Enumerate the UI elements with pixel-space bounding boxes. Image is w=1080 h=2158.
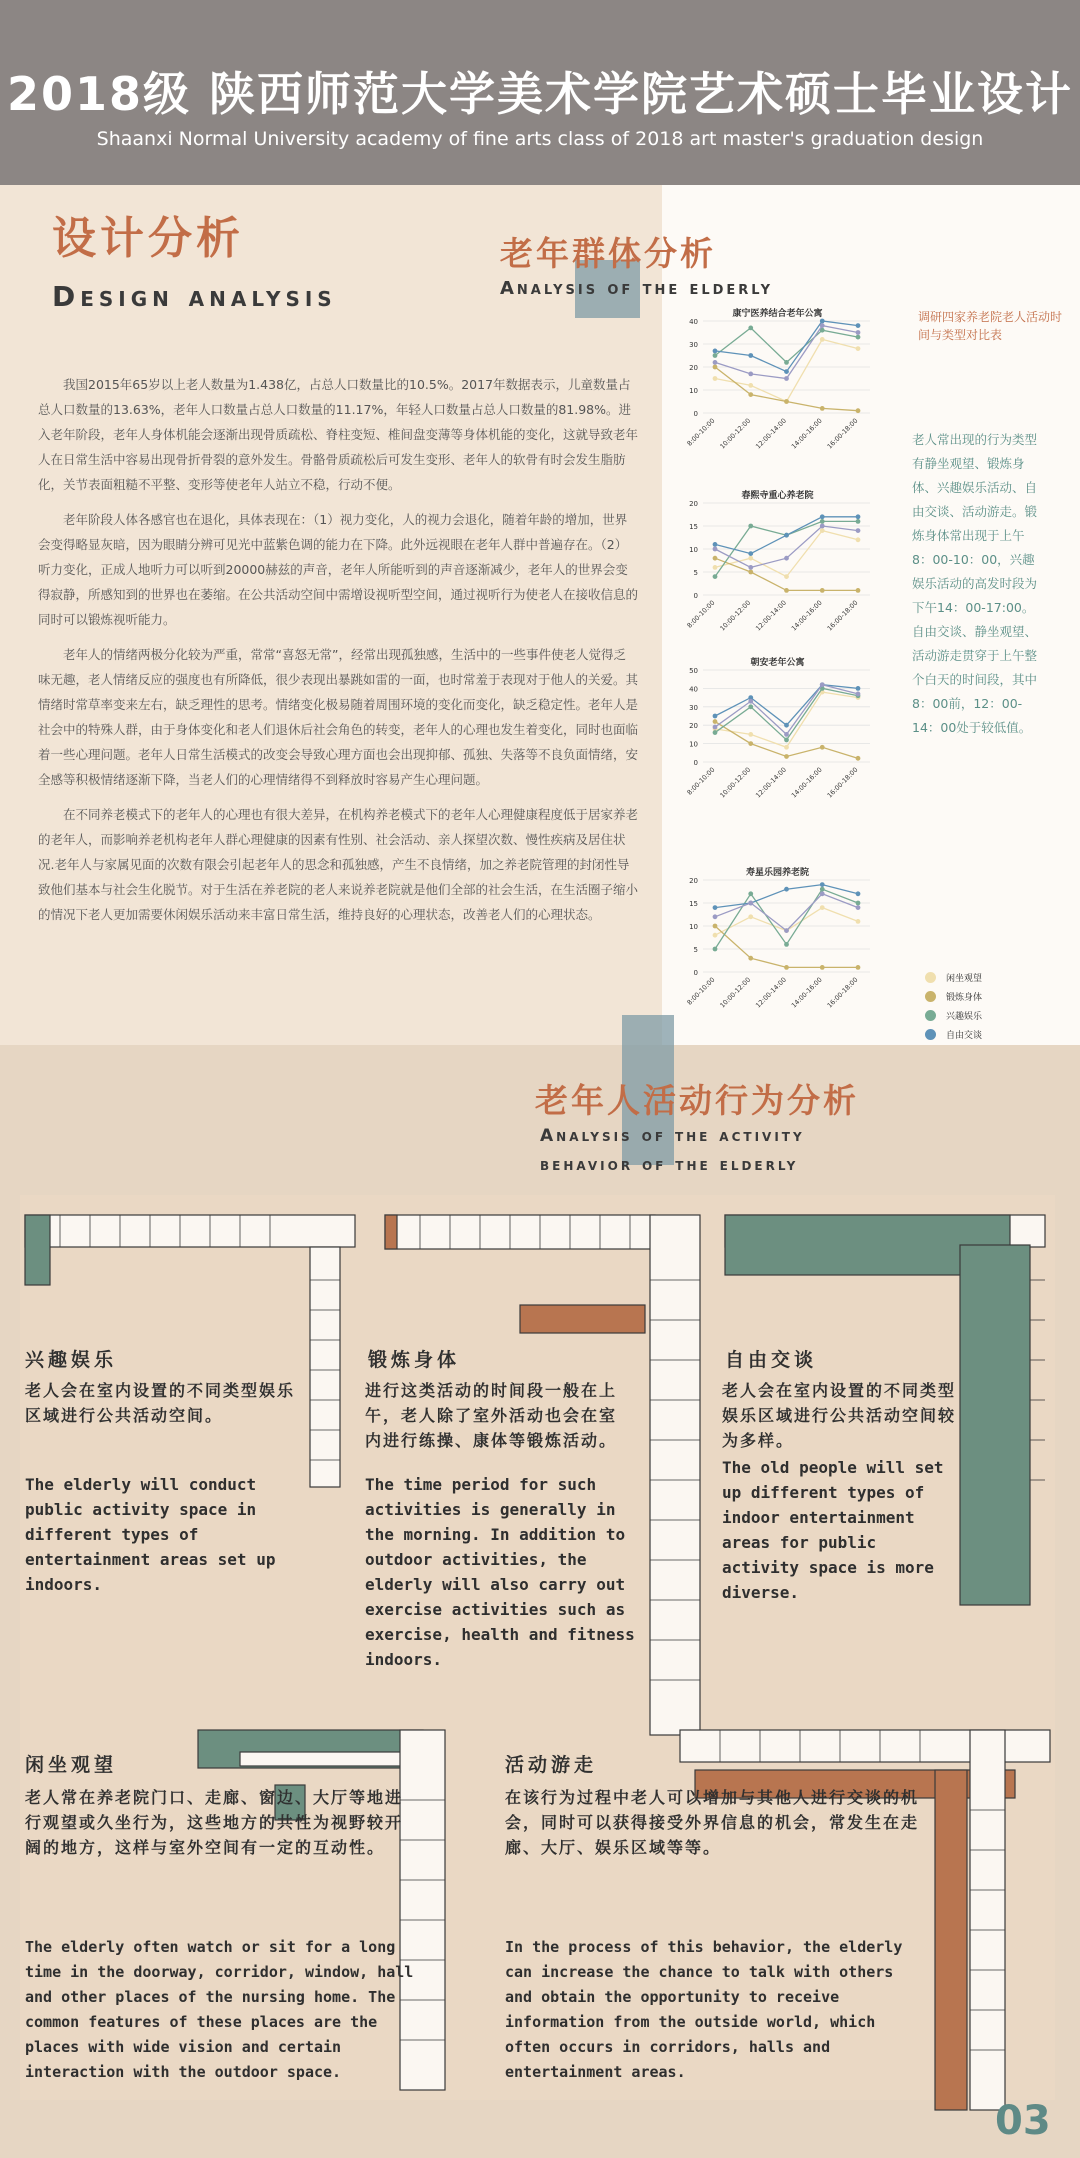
x-tick-label: 10:00-12:00 xyxy=(718,416,753,451)
elderly-title-en: Analysis of the elderly xyxy=(500,278,773,299)
y-tick-label: 20 xyxy=(689,364,698,372)
y-tick-label: 30 xyxy=(689,341,698,349)
header-title: 2018级 陕西师范大学美术学院艺术硕士毕业设计 xyxy=(6,67,1074,121)
x-tick-label: 8:00-10:00 xyxy=(685,975,717,1007)
y-tick-label: 0 xyxy=(693,410,698,418)
x-tick-label: 10:00-12:00 xyxy=(718,765,753,800)
y-tick-label: 40 xyxy=(689,318,698,326)
activity-title-exercise: 锻炼身体 xyxy=(368,1349,461,1371)
activity-desc-zh: 进行这类活动的时间段一般在上午，老人除了室外活动也会在室内进行练操、康体等锻炼活动。 xyxy=(365,1381,618,1450)
activity-desc-en: The elderly will conduct public activity space in different types of entertainment areas set up indoors. xyxy=(25,1475,276,1594)
design-title-en: Design analysis xyxy=(52,280,337,313)
x-tick-label: 10:00-12:00 xyxy=(718,975,753,1010)
activity-desc-zh: 在该行为过程中老人可以增加与其他人进行交谈的机会，同时可以获得接受外界信息的机会，常发生在走廊、大厅、娱乐区域等等。 xyxy=(505,1788,920,1857)
chart-title: 春熙寺重心养老院 xyxy=(741,491,814,501)
y-tick-label: 30 xyxy=(689,703,698,712)
x-tick-label: 12:00-14:00 xyxy=(754,598,788,633)
activity-title-zh: 老年人活动行为分析 xyxy=(535,1081,859,1120)
y-tick-label: 20 xyxy=(689,500,698,508)
y-tick-label: 0 xyxy=(693,592,698,600)
y-tick-label: 5 xyxy=(693,569,698,577)
x-tick-label: 8:00-10:00 xyxy=(685,598,717,630)
activity-title-en-2: behavior of the elderly xyxy=(540,1155,799,1175)
page-number: 03 xyxy=(995,2098,1051,2144)
paragraph: 在不同养老模式下的老年人的心理也有很大差异，在机构养老模式下的老年人心理健康程度低于居家养老的老年人，而影响养老机构老年人群心理健康的因素有性别、社会活动、亲人探望次数、慢性疾病及居住状况.老年人与家属见面的次数有限会引起老年人的思念和孤独感，产生不良情绪，加之养老院管理的封闭性导致他们基本与社会生化脱节。对于生活在养老院的老人来说养老院就是他们全部的社会生活，在生活圈子缩小的情况下老人更加需要休闲娱乐活动来丰富日常生活，维持良好的心理状态，改善老人们的心理状态。 xyxy=(38,807,639,922)
x-tick-label: 14:00-16:00 xyxy=(789,975,824,1010)
activity-desc-en: The old people will set up different types of indoor entertainment areas for public activity space is more diverse. xyxy=(722,1458,944,1602)
activity-desc-en: The elderly often watch or sit for a long time in the doorway, corridor, window, hall and other places of the nursing home. The common features of these places are the places with wide vision and certain interaction with the outdoor space. xyxy=(25,1938,414,2081)
chart-title: 康宁医养结合老年公寓 xyxy=(732,309,823,319)
behavior-summary: 老人常出现的行为类型有静坐观望、锻炼身体、兴趣娱乐活动、自由交谈、活动游走。锻炼身体常出现于上午8：00-10：00，兴趣娱乐活动的高发时段为下午14：00-17:00。自由交谈、静坐观望、活动游走贯穿于上午整个白天的时间段，其中8：00前，12：00-14：00处于较低值。 xyxy=(912,432,1038,735)
y-tick-label: 10 xyxy=(689,387,698,395)
y-tick-label: 10 xyxy=(689,546,698,554)
legend-label: 自由交谈 xyxy=(946,1031,983,1041)
chart-title: 寿星乐园养老院 xyxy=(745,868,809,878)
paragraph: 老年人的情绪两极分化较为严重，常常“喜怒无常”，经常出现孤独感，生活中的一些事件使老人觉得乏味无趣，老人情绪反应的强度也有所降低，很少表现出暴跳如雷的一面，也时常羞于表现对于他人的关爱。其情绪时常草率变来左右，缺乏理性的思考。情绪变化极易随着周围环境的变化而变化，缺乏稳定性。老年人是社会中的特殊人群，由于身体变化和老人们退休后社会角色的转变，老年人的心理也发生着变化，同时也面临着一些心理问题。老年人日常生活模式的改变会导致心理方面也会出现抑郁、孤独、失落等不良负面情绪，安全感等积极情绪逐渐下降，当老人们的心理情绪得不到释放时容易产生心理问题。 xyxy=(38,647,639,787)
y-tick-label: 20 xyxy=(689,722,698,731)
x-tick-label: 14:00-16:00 xyxy=(789,765,824,800)
activity-title-watching: 闲坐观望 xyxy=(25,1754,118,1776)
activity-desc-en: In the process of this behavior, the elderly can increase the chance to talk with others and obtain the opportunity to receive information from the outside world, which often occurs in corridors, halls and entertainment areas. xyxy=(505,1938,903,2081)
design-title-zh: 设计分析 xyxy=(52,213,244,264)
paragraph: 我国2015年65岁以上老人数量为1.438亿，占总人口数量比的10.5%。2017年数据表示，儿童数量占总人口数量的13.63%，老年人口数量占总人口数量的11.17%，年轻人口数量占总人口数量的81.98%。进入老年阶段，老年人身体机能会逐渐出现骨质疏松、脊柱变短、椎间盘变薄等身体机能的变化，这就导致老年人在日常生活中容易出现骨折骨裂的意外发生。骨骼骨质疏松后可发生变形、老年人的软骨有时会发生脂肪化，关节表面粗糙不平整、变形等使老年人站立不稳，行动不便。 xyxy=(38,377,639,492)
legend-label: 锻炼身体 xyxy=(946,993,983,1003)
y-tick-label: 50 xyxy=(689,667,698,675)
y-tick-label: 5 xyxy=(693,946,698,954)
activity-desc-zh: 老人会在室内设置的不同类型娱乐区域进行公共活动空间。 xyxy=(25,1381,296,1425)
x-tick-label: 8:00-10:00 xyxy=(685,416,717,448)
x-tick-label: 12:00-14:00 xyxy=(754,975,788,1010)
x-tick-label: 16:00-18:00 xyxy=(825,598,860,633)
y-tick-label: 20 xyxy=(689,877,698,885)
y-tick-label: 0 xyxy=(693,759,698,767)
header-subtitle: Shaanxi Normal University academy of fine arts class of 2018 art master's graduation design xyxy=(96,128,984,150)
chart-title: 朝安老年公寓 xyxy=(750,658,805,668)
paragraph: 老年阶段人体各感官也在退化，具体表现在：（1）视力变化，人的视力会退化，随着年龄的增加，世界会变得略显灰暗，因为眼睛分辨可见光中蓝紫色调的能力在下降。此外远视眼在老年人群中普遍存在。（2）听力变化，正成人地听力可以听到20000赫兹的声音，老年人所能听到的声音逐渐减少，老年人的世界会变得寂静，所感知到的世界也在萎缩。在公共活动空间中需增设视听型空间，通过视听行为使老人在接收信息的同时可以锻炼视听能力。 xyxy=(38,512,639,627)
activity-desc-en: The time period for such activities is generally in the morning. In addition to outdoor activities, the elderly will also carry out exercise activities such as exercise, health and fitness indoors. xyxy=(365,1475,635,1669)
x-tick-label: 10:00-12:00 xyxy=(718,598,753,633)
x-tick-label: 14:00-16:00 xyxy=(789,598,824,633)
x-tick-label: 8:00-10:00 xyxy=(685,765,717,797)
y-tick-label: 15 xyxy=(689,523,698,531)
activity-desc-zh: 老人会在室内设置的不同类型娱乐区域进行公共活动空间较为多样。 xyxy=(722,1381,957,1450)
legend-label: 闲坐观望 xyxy=(946,974,983,984)
y-tick-label: 10 xyxy=(689,923,698,931)
y-tick-label: 10 xyxy=(689,740,698,749)
legend-label: 兴趣娱乐 xyxy=(946,1012,983,1022)
elderly-title-zh: 老年群体分析 xyxy=(500,234,716,273)
activity-title-en-1: Analysis of the activity xyxy=(540,1126,805,1146)
activity-title-entertainment: 兴趣娱乐 xyxy=(25,1349,118,1371)
y-tick-label: 0 xyxy=(693,969,698,977)
x-tick-label: 16:00-18:00 xyxy=(825,975,860,1010)
x-tick-label: 12:00-14:00 xyxy=(754,416,788,451)
x-tick-label: 12:00-14:00 xyxy=(754,765,788,800)
x-tick-label: 16:00-18:00 xyxy=(825,765,860,800)
x-tick-label: 16:00-18:00 xyxy=(825,416,860,451)
y-tick-label: 15 xyxy=(689,900,698,908)
activity-desc-zh: 老人常在养老院门口、走廊、窗边、大厅等地进行观望或久坐行为，这些地方的共性为视野较开阔的地方，这样与室外空间有一定的互动性。 xyxy=(25,1788,404,1857)
activity-title-chat: 自由交谈 xyxy=(725,1349,818,1371)
x-tick-label: 14:00-16:00 xyxy=(789,416,824,451)
y-tick-label: 40 xyxy=(689,685,698,694)
activity-title-walking: 活动游走 xyxy=(505,1754,598,1776)
survey-note: 调研四家养老院老人活动时间与类型对比表 xyxy=(918,310,1063,342)
